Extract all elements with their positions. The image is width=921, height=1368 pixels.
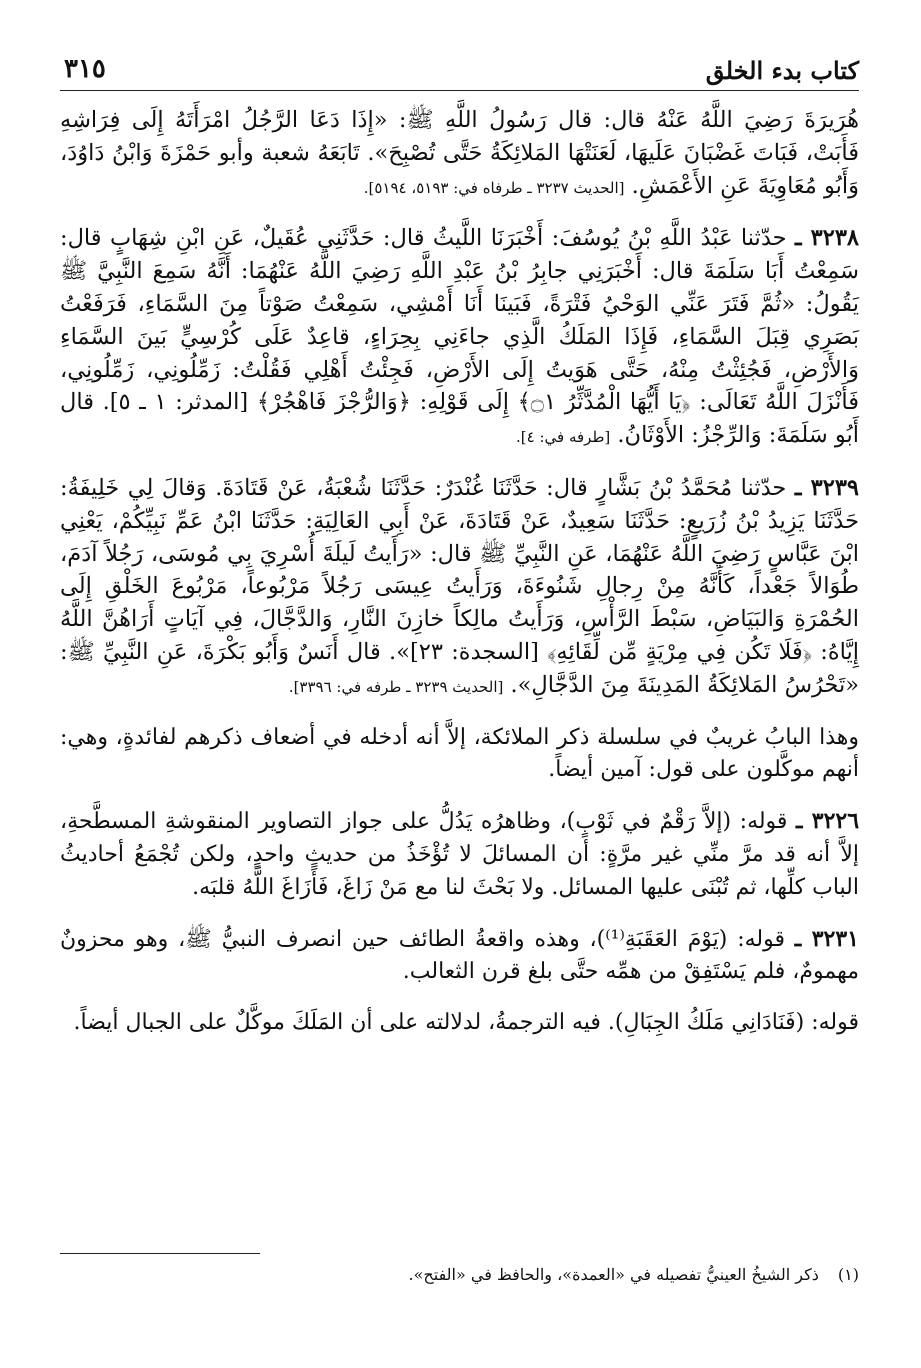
hadith-number: ٣٢٣١ ـ — [794, 925, 859, 952]
paragraph-commentary-3226 — [60, 805, 859, 904]
paragraph-commentary-3231 — [60, 923, 859, 990]
paragraph-hadith-3238 — [60, 222, 859, 454]
hadith-number: ٣٢٢٦ ـ — [796, 808, 860, 835]
paragraph-text: وهذا البابُ غريبٌ في سلسلة ذكر الملائكة، إلاَّ أنه أدخله في أضعاف ذكرهم لفائدةٍ، وهي: أنهم موكَّلون على قول: آمين أيضاً. — [60, 724, 859, 783]
page-header — [60, 56, 859, 90]
chapter-title: كتاب بدء الخلق — [705, 56, 859, 85]
hadith-reference: [الحديث ٣٢٣٧ ـ طرفاه في: ٥١٩٣، ٥١٩٤]. — [363, 178, 625, 197]
footnote-marker: (١) — [837, 1265, 859, 1284]
hadith-number: ٣٢٣٨ ـ — [794, 225, 860, 252]
footnote-text: ذكر الشيخُ العينيُّ تفصيله في «العمدة»، والحافظ في «الفتح». — [408, 1265, 819, 1284]
paragraph-text: حدّثنا مُحَمَّدُ بْنُ بَشَّارٍ قال: حَدَّثَنَا غُنْدَرٌ: حَدَّثَنَا شُعْبَةُ، عَنْ قَتَادَةَ. وَقالَ لِي خَلِيفَةُ: حَدَّثَنَا يَزِيدُ بْنُ زُرَيعٍ: حَدَّثَنَا سَعِيدٌ، عَنْ قَتَادَةَ، عَنْ أَبِي العَالِيَةِ: حَدَّثَنَا ابْنُ عَمِّ نَبِيِّكُمْ، يَعْنِي ابْنَ عَبَّاسٍ رَضِيَ اللَّهُ عَنْهُمَا، عَنِ النَّبِيِّ ﷺ قال: «رَأَيتُ لَيلَةَ أُسْرِيَ بِي مُوسَى، رَجُلاً آدَمَ، طُوَالاً جَعْداً، كَأَنَّهُ مِنْ رِجالِ شَنُوءَةَ، وَرَأَيتُ عِيسَى رَجُلاً مَرْبُوعاً، مَرْبُوعَ الخَلْقِ إِلَى الحُمْرَةِ وَالبَيَاضِ، سَبْطَ الرَّأْسِ، وَرَأَيتُ مالِكاً خازِنَ النَّارِ، وَالدَّجَّالَ، فِي آيَاتٍ أَرَاهُنَّ اللَّهُ إِيَّاهُ: ﴿فَلَا تَكُن فِي مِرْيَةٍ مِّن لِّقَائِهِ﴾ [السجدة: ٢٣]». قال أَنَسٌ وَأَبُو بَكْرَةَ، عَنِ النَّبِيِّ ﷺ: «تَحْرُسُ المَلائِكَةُ المَدِينَةَ مِنَ الدَّجَّالِ». — [60, 474, 860, 698]
paragraph-text: قوله: (فَنَادَانِي مَلَكُ الجِبَالِ). فيه الترجمةُ، لدلالته على أن المَلَكَ موكَّلٌ على الجبال أيضاً. — [73, 1010, 859, 1036]
paragraph-commentary — [60, 722, 859, 788]
document-page — [60, 0, 859, 1368]
page-number: ٣١٥ — [64, 54, 106, 84]
paragraph-text: حدّثنا عَبْدُ اللَّهِ بْنُ يُوسُفَ: أَخْبَرَنَا اللَّيثُ قال: حَدَّثَنِي عُقَيلٌ، عَنِ ابْنِ شِهَابٍ قال: سَمِعْتُ أَبَا سَلَمَةَ قال: أَخْبَرَنِي جابِرُ بْنُ عَبْدِ اللَّهِ رَضِيَ اللَّهُ عَنْهُمَا: أَنَّهُ سَمِعَ النَّبِيَّ ﷺ يَقُولُ: «ثُمَّ فَتَرَ عَنِّي الوَحْيُ فَتْرَةً، فَبَينَا أَنَا أَمْشِي، سَمِعْتُ صَوْتاً مِنَ السَّمَاءِ، فَرَفَعْتُ بَصَرِي قِبَلَ السَّمَاءِ، فَإِذَا المَلَكُ الَّذِي جاءَنِي بِحِرَاءٍ، قاعِدٌ عَلَى كُرْسِيٍّ بَينَ السَّمَاءِ وَالأَرْضِ، فَجُئِثْتُ مِنْهُ، حَتَّى هَوَيتُ إِلَى الأَرْضِ، فَجِئْتُ أَهْلِي فَقُلْتُ: زَمِّلُونِي، زَمِّلُونِي، فَأَنْزَلَ اللَّهُ تَعَالَى: ﴿يَا أَيُّهَا الْمُدَّثِّرُ ۝١﴾ إِلَى قَوْلِهِ: ﴿وَالرُّجْزَ فَاهْجُرْ﴾ [المدثر: ١ ـ ٥]. قال أَبُو سَلَمَةَ: وَالرِّجْزُ: الأَوْثَانُ. — [60, 225, 859, 449]
paragraph-text: قوله: (إلاَّ رَقْمٌ في ثَوْبٍ)، وظاهرُه يَدُلُّ على جواز التصاوير المنقوشةِ المسطَّحةِ، إلاَّ أنه قد مرَّ منِّي غير مرَّةٍ: أن المسائلَ لا تُؤْخَذُ من حديثٍ واحدٍ، ولكن تُجْمَعُ أحاديثُ الباب كلِّها، ثم تُبْنَى عليها المسائل. ولا بَحْثَ لنا مع مَنْ زَاغَ، فَأَزَاغَ اللَّهُ قلبَه. — [60, 809, 859, 900]
hadith-reference: [طرفه في: ٤]. — [516, 428, 611, 447]
paragraph-hadith-3239 — [60, 472, 859, 704]
paragraph-text: قوله: (يَوْمَ العَقَبَةِ⁽¹⁾)، وهذه واقعةُ الطائف حين انصرف النبيُّ ﷺ، وهو محزونٌ مهمومٌ، فلم يَسْتَفِقْ من همِّه حتَّى بلغ قرن الثعالب. — [60, 926, 859, 985]
paragraph-hadith-continuation — [60, 104, 859, 204]
footnote-divider — [60, 1253, 260, 1254]
header-divider — [60, 90, 859, 91]
footnote — [60, 1263, 859, 1287]
paragraph-commentary-angel — [60, 1007, 859, 1040]
hadith-number: ٣٢٣٩ ـ — [794, 474, 859, 501]
hadith-reference: [الحديث ٣٢٣٩ ـ طرفه في: ٣٣٩٦]. — [288, 677, 504, 696]
page-body — [60, 104, 859, 1058]
paragraph-text: هُرَيرَةَ رَضِيَ اللَّهُ عَنْهُ قال: قال رَسُولُ اللَّهِ ﷺ: «إِذَا دَعَا الرَّجُلُ امْرَأَتَهُ إِلَى فِرَاشِهِ فَأَبَتْ، فَبَاتَ غَضْبَانَ عَلَيهَا، لَعَنَتْهَا المَلائِكَةُ حَتَّى تُصْبِحَ». تَابَعَهُ شعبة وأبو حَمْزَةَ وَابْنُ دَاوُدَ، وَأَبُو مُعَاوِيَةَ عَنِ الأَعْمَشِ. — [60, 107, 859, 199]
